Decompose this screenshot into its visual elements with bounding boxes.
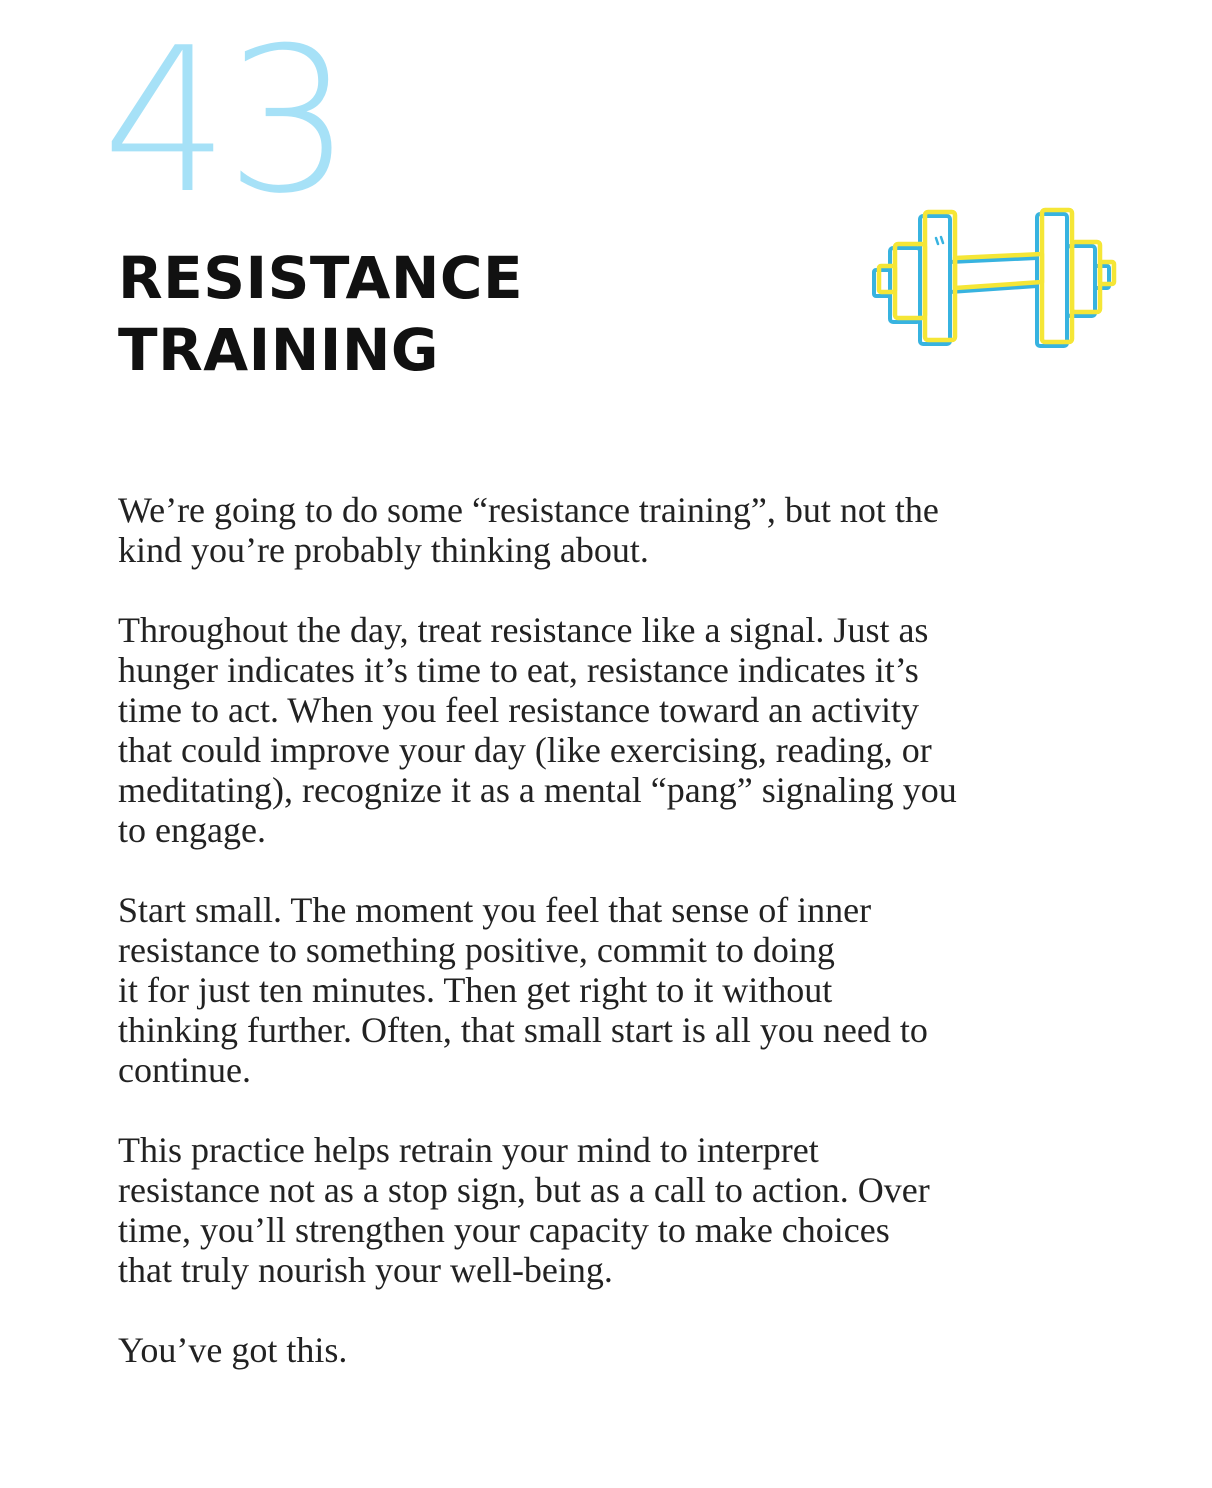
paragraph-line: Throughout the day, treat resistance like a signal. Just as (118, 610, 929, 650)
chapter-number: 43 (102, 5, 349, 238)
paragraph-line: that could improve your day (like exercising, reading, or (118, 730, 932, 770)
title-line-2: TRAINING (118, 316, 439, 384)
paragraph (118, 490, 1038, 570)
paragraph-line: continue. (118, 1050, 251, 1090)
paragraph (118, 1330, 1038, 1370)
paragraph-line: resistance to something positive, commit to doing (118, 930, 835, 970)
title-line-1: RESISTANCE (118, 244, 524, 312)
paragraph-line: resistance not as a stop sign, but as a call to action. Over (118, 1170, 930, 1210)
paragraph-line: meditating), recognize it as a mental “pang” signaling you (118, 770, 957, 810)
paragraph (118, 890, 1038, 1090)
paragraph-line: it for just ten minutes. Then get right to it without (118, 970, 833, 1010)
paragraph-line: thinking further. Often, that small start is all you need to (118, 1010, 928, 1050)
paragraph (118, 1130, 1038, 1290)
paragraph-line: Start small. The moment you feel that sense of inner (118, 890, 872, 930)
paragraph-line: You’ve got this. (118, 1330, 348, 1370)
paragraph-line: We’re going to do some “resistance training”, but not the (118, 490, 939, 530)
paragraph-line: time to act. When you feel resistance toward an activity (118, 690, 920, 730)
dumbbell-icon (866, 196, 1122, 352)
paragraph-line: time, you’ll strengthen your capacity to make choices (118, 1210, 890, 1250)
paragraph-line: to engage. (118, 810, 266, 850)
paragraph-line: kind you’re probably thinking about. (118, 530, 649, 570)
paragraph-line: This practice helps retrain your mind to interpret (118, 1130, 819, 1170)
paragraph-line: hunger indicates it’s time to eat, resistance indicates it’s (118, 650, 919, 690)
body-text (118, 490, 1038, 1410)
paragraph (118, 610, 1038, 850)
page-title (118, 242, 758, 386)
paragraph-line: that truly nourish your well-being. (118, 1250, 613, 1290)
